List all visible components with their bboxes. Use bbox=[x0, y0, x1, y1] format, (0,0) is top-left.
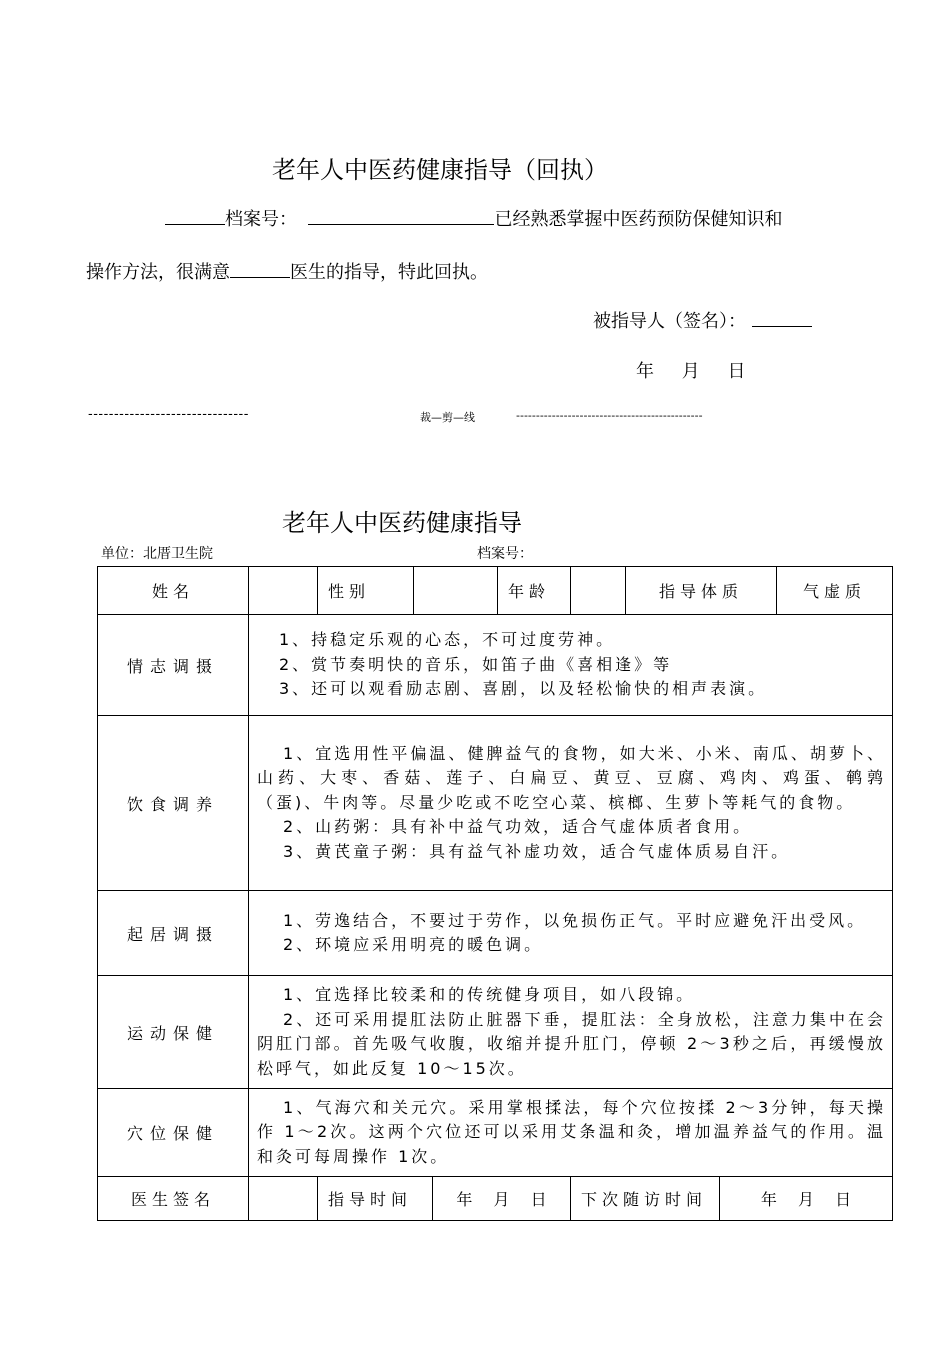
constitution-label: 指导体质 bbox=[626, 567, 777, 615]
gender-value-cell[interactable] bbox=[414, 567, 498, 615]
name-blank bbox=[165, 208, 225, 225]
cut-line-label: 裁—剪—线 bbox=[420, 411, 475, 424]
section-row-exercise bbox=[98, 976, 893, 1089]
guide-time-label: 指导时间 bbox=[318, 1177, 433, 1221]
receipt-line-2 bbox=[86, 258, 488, 284]
section-category: 情志调摄 bbox=[98, 615, 249, 716]
section-content bbox=[249, 976, 893, 1089]
doctor-sign-label: 医生签名 bbox=[98, 1177, 249, 1221]
section-line: 1、宜选用性平偏温、健脾益气的食物，如大米、小米、南瓜、胡萝卜、山药、大枣、香菇、莲子、白扁豆、黄豆、豆腐、鸡肉、鸡蛋、鹌鹑（蛋)、牛肉等。尽量少吃或不吃空心菜、槟榔、生萝卜等耗气的食物。 bbox=[257, 743, 887, 812]
section-content bbox=[249, 891, 893, 976]
section-row-emotion bbox=[98, 615, 893, 716]
next-visit-label: 下次随访时间 bbox=[571, 1177, 720, 1221]
section-line: 2、还可采用提肛法防止脏器下垂，提肛法：全身放松，注意力集中在会阴肛门部。首先吸气收腹，收缩并提升肛门，停顿 2～3秒之后，再缓慢放松呼气，如此反复 10～15次。 bbox=[257, 1009, 887, 1078]
gender-label: 性别 bbox=[318, 567, 414, 615]
receipt-line-1 bbox=[165, 205, 782, 231]
name-value-cell[interactable] bbox=[249, 567, 318, 615]
section-category: 起居调摄 bbox=[98, 891, 249, 976]
section-content bbox=[249, 615, 893, 716]
section-content bbox=[249, 716, 893, 891]
section-row-acupoint bbox=[98, 1089, 893, 1177]
section-line: 1、宜选择比较柔和的传统健身项目，如八段锦。 bbox=[283, 985, 696, 1004]
section-row-living bbox=[98, 891, 893, 976]
section-line: 2、山药粥：具有补中益气功效，适合气虚体质者食用。 bbox=[283, 817, 753, 837]
constitution-value: 气虚质 bbox=[777, 567, 893, 615]
guide-file-no-label: 档案号： bbox=[477, 546, 533, 562]
guide-title: 老年人中医药健康指导 bbox=[282, 509, 522, 537]
guide-date: 年 月 日 bbox=[433, 1177, 571, 1221]
age-value-cell[interactable] bbox=[571, 567, 626, 615]
section-line: 1、持稳定乐观的心态，不可过度劳神。 bbox=[279, 630, 616, 650]
section-row-diet bbox=[98, 716, 893, 891]
section-category: 饮食调养 bbox=[98, 716, 249, 891]
cut-line-left: ------------------------------- bbox=[88, 407, 249, 422]
receipt-line2-suffix: 医生的指导，特此回执。 bbox=[290, 262, 488, 283]
next-visit-date: 年 月 日 bbox=[720, 1177, 893, 1221]
receipt-title: 老年人中医药健康指导（回执） bbox=[272, 156, 608, 184]
receipt-line2-prefix: 操作方法，很满意 bbox=[86, 262, 230, 283]
section-category: 穴位保健 bbox=[98, 1089, 249, 1177]
section-line: 3、还可以观看励志剧、喜剧，以及轻松愉快的相声表演。 bbox=[279, 679, 768, 699]
guide-table bbox=[97, 566, 893, 1221]
footer-row bbox=[98, 1177, 893, 1221]
section-line: 2、环境应采用明亮的暖色调。 bbox=[283, 935, 544, 954]
receipt-line1-suffix: 已经熟悉掌握中医药预防保健知识和 bbox=[494, 209, 783, 230]
header-row bbox=[98, 567, 893, 615]
section-line: 1、气海穴和关元穴。采用掌根揉法，每个穴位按揉 2～3分钟，每天操作 1～2次。这两个穴位还可以采用艾条温和灸，增加温养益气的作用。温和灸可每周操作 1次。 bbox=[257, 1097, 887, 1166]
file-no-blank bbox=[308, 208, 494, 225]
section-line: 3、黄芪童子粥：具有益气补虚功效，适合气虚体质易自汗。 bbox=[283, 841, 791, 861]
signee-line bbox=[593, 307, 812, 333]
section-category: 运动保健 bbox=[98, 976, 249, 1089]
receipt-file-no-label: 档案号： bbox=[225, 209, 297, 230]
name-label: 姓名 bbox=[98, 567, 249, 615]
signee-label: 被指导人（签名）： bbox=[593, 311, 746, 332]
unit-label: 单位：北厝卫生院 bbox=[101, 546, 213, 562]
signee-blank bbox=[752, 310, 812, 327]
section-content bbox=[249, 1089, 893, 1177]
cut-line-right: ----------------------------------------------- bbox=[516, 409, 703, 422]
age-label: 年龄 bbox=[498, 567, 571, 615]
doctor-sign-cell[interactable] bbox=[249, 1177, 318, 1221]
doctor-blank bbox=[230, 261, 290, 278]
section-line: 1、劳逸结合，不要过于劳作，以免损伤正气。平时应避免汗出受风。 bbox=[283, 910, 867, 930]
receipt-date: 年 月 日 bbox=[636, 361, 746, 382]
section-line: 2、赏节奏明快的音乐，如笛子曲《喜相逢》等 bbox=[279, 654, 673, 674]
